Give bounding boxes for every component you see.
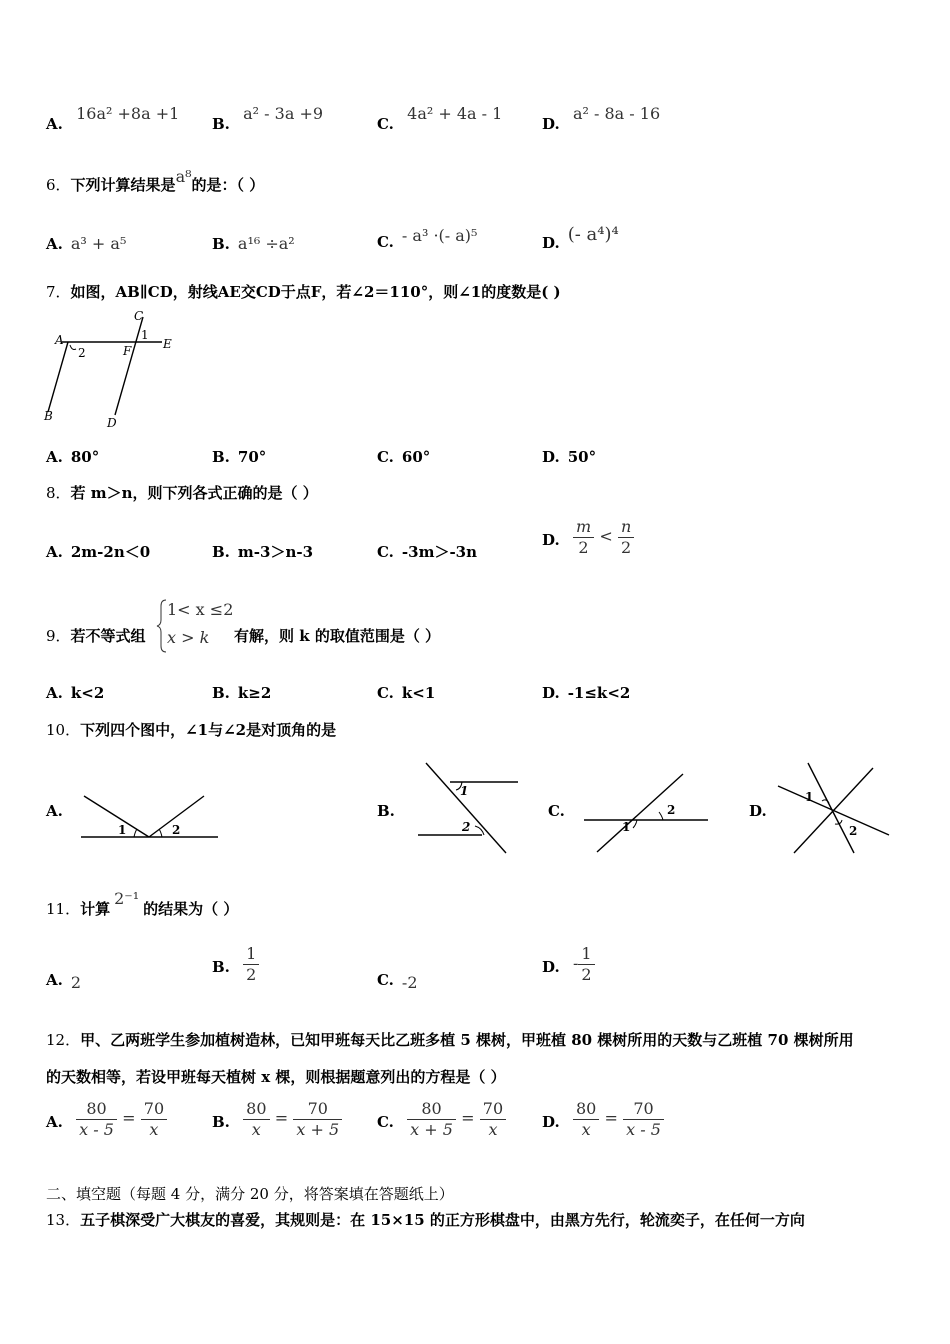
q9-option-a: A. k<2 <box>46 684 105 702</box>
q12-option-a: A. $\frac{80}{x - 5}$ = $\frac{70}{x}$ <box>46 1099 167 1140</box>
q10-option-b-label: B. <box>377 802 395 820</box>
q6-option-b: B. a¹⁶ ÷a² <box>212 234 295 253</box>
svg-text:2: 2 <box>849 824 858 838</box>
q10-figure-c <box>582 770 712 856</box>
q7-option-d: D. 50° <box>542 448 597 466</box>
svg-text:1: 1 <box>805 790 814 804</box>
q11-option-d: D. - $\frac{1}{2}$ <box>542 944 595 985</box>
q6-stem: 6．下列计算结果是a⁸的是：（ ） <box>46 167 265 194</box>
q5-option-c: C. 4a² + 4a - 1 <box>377 104 503 133</box>
q8-option-a: A. 2m-2n＜0 <box>46 543 151 561</box>
q11-expr: 2⁻¹ <box>114 889 140 908</box>
q7-option-b: B. 70° <box>212 448 267 466</box>
q10-option-a-label: A. <box>46 802 63 820</box>
q9-stem-after: 有解，则 k 的取值范围是（ ） <box>234 627 441 645</box>
q8-option-d: D. $\frac{m}{2}$ < $\frac{n}{2}$ <box>542 517 634 558</box>
q5-option-a: A. 16a² +8a +1 <box>46 104 180 133</box>
svg-text:2: 2 <box>462 820 471 834</box>
q11-option-b: B. $\frac{1}{2}$ <box>212 944 259 985</box>
svg-text:1: 1 <box>118 823 127 837</box>
q7-line-ab <box>48 342 68 412</box>
q7-label-angle1: 1 <box>141 328 149 342</box>
q7-label-e: E <box>163 337 172 351</box>
q9-system-line2: x > k <box>167 628 210 647</box>
q6-option-c: C. - a³ ·(- a)⁵ <box>377 226 478 251</box>
q5-option-c-expr: 4a² + 4a - 1 <box>407 104 503 123</box>
q12-stem-line2: 的天数相等，若设甲班每天植树 x 棵，则根据题意列出的方程是（ ） <box>46 1068 506 1086</box>
q7-option-a: A. 80° <box>46 448 100 466</box>
q5-option-d-expr: a² - 8a - 16 <box>572 104 661 123</box>
q7-label-c: C <box>134 309 144 323</box>
q6-option-d: D. (- a⁴)⁴ <box>542 224 619 252</box>
q11-option-a: A. 2 <box>46 971 82 992</box>
q7-label-a: A <box>55 333 64 347</box>
q10-figure-a <box>78 790 223 845</box>
q5-option-d: D. a² - 8a - 16 <box>542 104 661 133</box>
q10-figure-d <box>772 758 894 858</box>
q10-stem: 10．下列四个图中，∠1与∠2是对顶角的是 <box>46 721 337 739</box>
q5-option-b: B. a² - 3a +9 <box>212 104 324 133</box>
q10-figure-b <box>412 758 524 858</box>
q7-stem: 7．如图，AB∥CD，射线AE交CD于点F，若∠2＝110°，则∠1的度数是( ) <box>46 283 561 301</box>
q9-system-line1: 1< x ≤2 <box>167 600 234 619</box>
q7-label-d: D <box>107 416 117 430</box>
q13-stem: 13．五子棋深受广大棋友的喜爱，其规则是：在 15×15 的正方形棋盘中，由黑方先行，轮流奕子，在任何一方向 <box>46 1211 805 1229</box>
q11-option-c: C. -2 <box>377 971 418 992</box>
q9-option-c: C. k<1 <box>377 684 436 702</box>
q9-stem-before: 9．若不等式组 <box>46 627 146 645</box>
q7-line-cd <box>115 317 143 415</box>
q11-stem: 11．计算2⁻¹的结果为（ ） <box>46 889 239 918</box>
q7-option-c: C. 60° <box>377 448 431 466</box>
q12-option-b: B. $\frac{80}{x}$ = $\frac{70}{x + 5}$ <box>212 1099 342 1140</box>
q7-figure <box>40 305 190 435</box>
q9-option-b: B. k≥2 <box>212 684 272 702</box>
section2-title: 二、填空题（每题 4 分，满分 20 分，将答案填在答题纸上） <box>46 1185 454 1203</box>
q12-option-c: C. $\frac{80}{x + 5}$ = $\frac{70}{x}$ <box>377 1099 506 1140</box>
q7-label-b: B <box>44 409 53 423</box>
q7-angle2-arc <box>70 345 76 350</box>
q6-target-expr: a⁸ <box>175 167 192 186</box>
q7-label-f: F <box>123 344 132 358</box>
q8-frac-n: $\frac{n}{2}$ <box>618 517 634 558</box>
q7-label-angle2: 2 <box>78 346 86 360</box>
q9-option-d: D. -1≤k<2 <box>542 684 631 702</box>
svg-text:1: 1 <box>622 820 631 834</box>
q5-option-a-expr: 16a² +8a +1 <box>76 104 180 123</box>
q10-option-d-label: D. <box>749 802 767 820</box>
q12-option-d: D. $\frac{80}{x}$ = $\frac{70}{x - 5}$ <box>542 1099 664 1140</box>
q8-option-c: C. -3m＞-3n <box>377 543 478 561</box>
svg-text:2: 2 <box>172 823 181 837</box>
svg-text:2: 2 <box>667 803 676 817</box>
q10-option-c-label: C. <box>548 802 565 820</box>
q12-stem-line1: 12．甲、乙两班学生参加植树造林，已知甲班每天比乙班多植 5 棵树，甲班植 80 棵树所用的天数与乙班植 70 棵树所用 <box>46 1031 854 1049</box>
q8-option-b: B. m-3＞n-3 <box>212 543 314 561</box>
q8-frac-m: $\frac{m}{2}$ <box>573 517 594 558</box>
q8-stem: 8．若 m＞n，则下列各式正确的是（ ） <box>46 484 318 502</box>
q6-option-a: A. a³ + a⁵ <box>46 234 127 253</box>
svg-text:1: 1 <box>460 784 469 798</box>
q5-option-b-expr: a² - 3a +9 <box>243 104 324 123</box>
